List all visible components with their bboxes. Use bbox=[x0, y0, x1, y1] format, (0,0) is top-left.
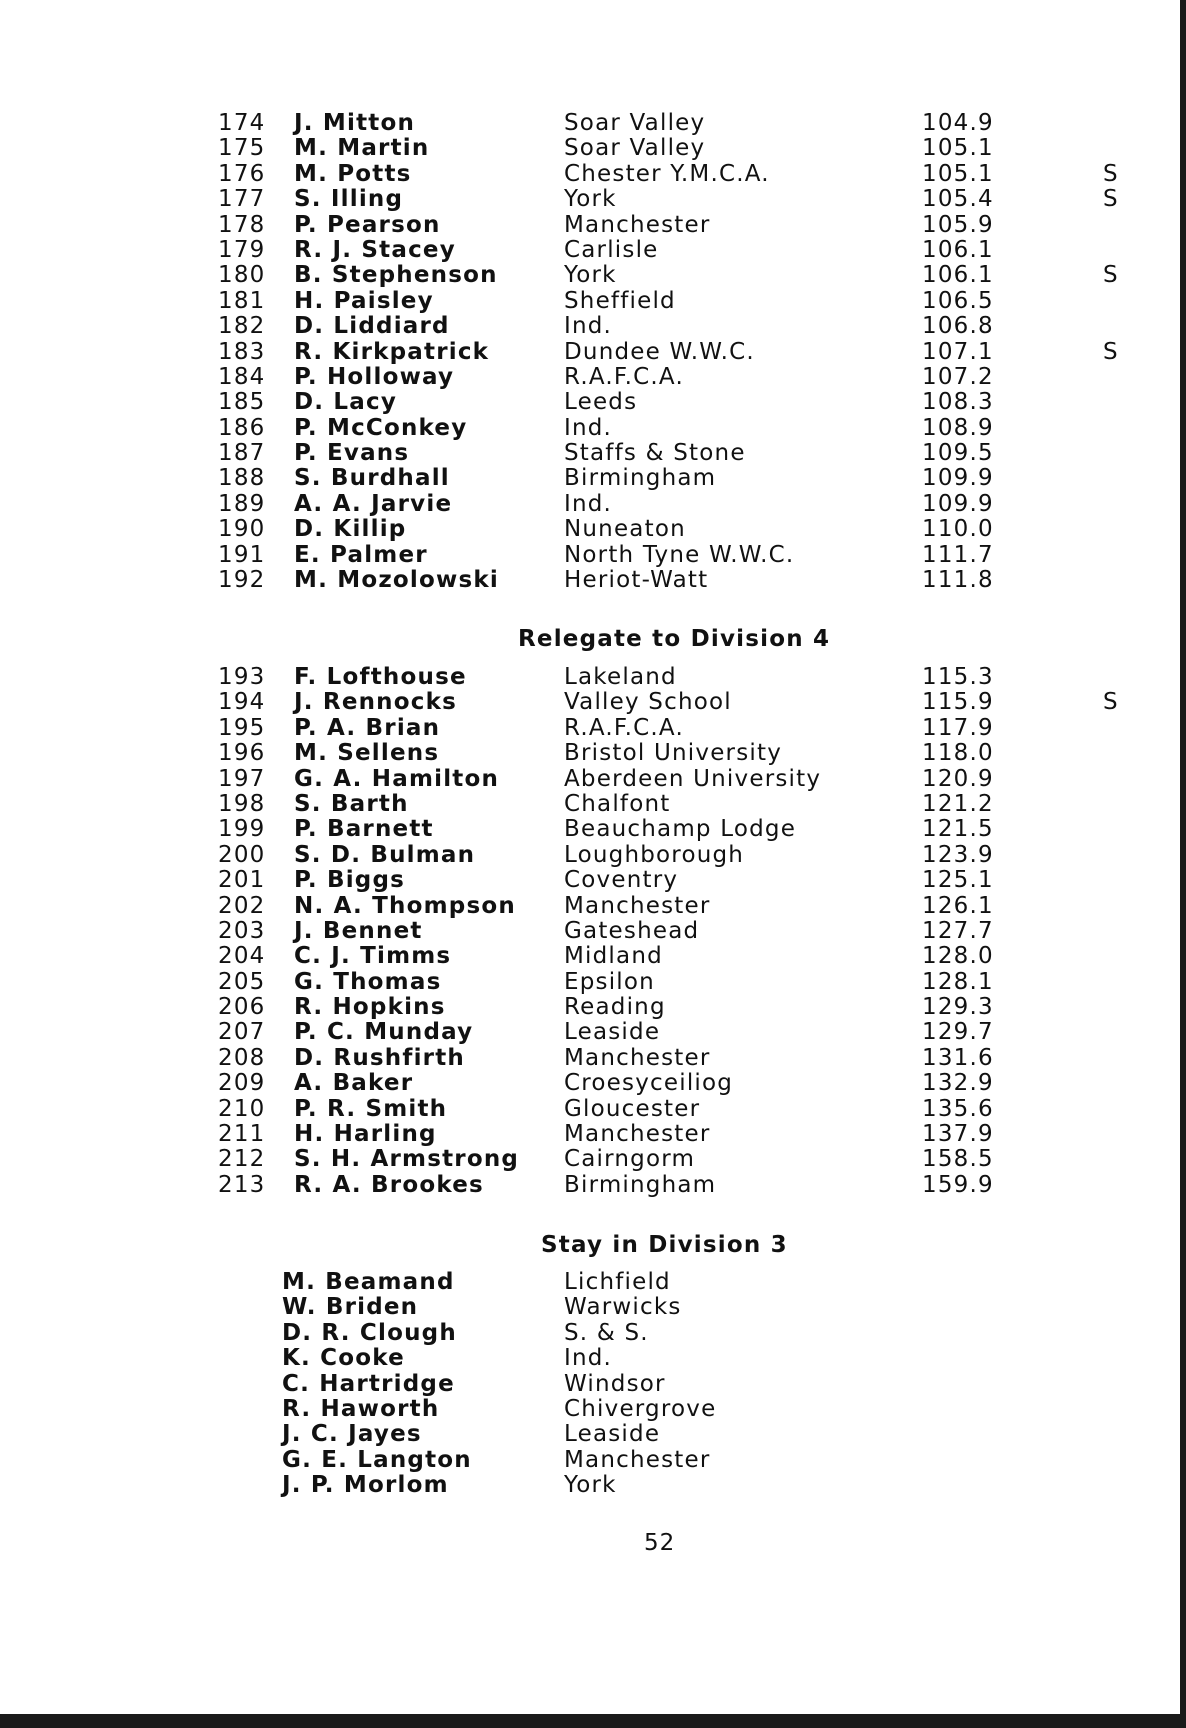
competitor-name: R. A. Brookes bbox=[294, 1171, 484, 1198]
club-name: Carlisle bbox=[564, 236, 659, 263]
time-value: 125.1 bbox=[922, 867, 994, 894]
position-cell: 189 bbox=[218, 490, 266, 517]
result-row bbox=[0, 289, 1186, 314]
time-value: 128.1 bbox=[922, 968, 994, 995]
time-value: 121.2 bbox=[922, 790, 994, 817]
competitor-name: P. Biggs bbox=[294, 867, 406, 894]
position-cell: 184 bbox=[218, 363, 266, 390]
competitor-name: R. Hopkins bbox=[294, 994, 446, 1021]
club-name: Sheffield bbox=[564, 287, 676, 314]
position-cell: 194 bbox=[218, 689, 266, 716]
position-cell: 183 bbox=[218, 338, 266, 365]
result-row bbox=[0, 919, 1186, 944]
time-value: 106.1 bbox=[922, 262, 994, 289]
competitor-name: W. Briden bbox=[282, 1294, 419, 1321]
competitor-name: S. D. Bulman bbox=[294, 841, 476, 868]
club-name: Nuneaton bbox=[564, 516, 686, 543]
competitor-name: J. Bennet bbox=[294, 917, 423, 944]
position-cell: 180 bbox=[218, 262, 266, 289]
club-name: Manchester bbox=[564, 211, 711, 238]
club-name: Windsor bbox=[564, 1370, 666, 1397]
competitor-name: J. Rennocks bbox=[294, 689, 457, 716]
competitor-name: P. Pearson bbox=[294, 211, 441, 238]
result-row bbox=[0, 944, 1186, 969]
competitor-name: M. Potts bbox=[294, 160, 412, 187]
competitor-name: N. A. Thompson bbox=[294, 892, 516, 919]
competitor-name: M. Mozolowski bbox=[294, 567, 499, 594]
competitor-name: P. A. Brian bbox=[294, 714, 441, 741]
result-row bbox=[0, 238, 1186, 263]
relegated-table bbox=[0, 665, 1186, 1198]
position-cell: 187 bbox=[218, 440, 266, 467]
competitor-name: J. C. Jayes bbox=[282, 1421, 422, 1448]
competitor-name: P. McConkey bbox=[294, 414, 468, 441]
club-name: York bbox=[564, 186, 617, 213]
stay-row bbox=[0, 1295, 1186, 1320]
club-name: Soar Valley bbox=[564, 135, 706, 162]
competitor-name: D. Liddiard bbox=[294, 313, 450, 340]
result-row bbox=[0, 894, 1186, 919]
club-name: Manchester bbox=[564, 1121, 711, 1148]
club-name: Chivergrove bbox=[564, 1395, 717, 1422]
stay-row bbox=[0, 1372, 1186, 1397]
club-name: Leaside bbox=[564, 1421, 661, 1448]
stay-row bbox=[0, 1270, 1186, 1295]
competitor-name: M. Beamand bbox=[282, 1269, 455, 1295]
result-row bbox=[0, 1071, 1186, 1096]
competitor-name: D. Killip bbox=[294, 516, 407, 543]
result-row bbox=[0, 843, 1186, 868]
result-row bbox=[0, 416, 1186, 441]
club-name: Manchester bbox=[564, 1446, 711, 1473]
position-cell: 207 bbox=[218, 1019, 266, 1046]
competitor-name: M. Sellens bbox=[294, 740, 440, 767]
time-value: 132.9 bbox=[922, 1070, 994, 1097]
time-value: 108.9 bbox=[922, 414, 994, 441]
result-row bbox=[0, 690, 1186, 715]
position-cell: 179 bbox=[218, 236, 266, 263]
club-name: Loughborough bbox=[564, 841, 745, 868]
position-cell: 202 bbox=[218, 892, 266, 919]
club-name: Beauchamp Lodge bbox=[564, 816, 797, 843]
time-value: 105.9 bbox=[922, 211, 994, 238]
competitor-name: P. R. Smith bbox=[294, 1095, 448, 1122]
time-value: 109.9 bbox=[922, 490, 994, 517]
time-value: 109.9 bbox=[922, 465, 994, 492]
result-row bbox=[0, 314, 1186, 339]
flag-mark: S bbox=[1103, 262, 1119, 289]
result-row bbox=[0, 517, 1186, 542]
time-value: 106.8 bbox=[922, 313, 994, 340]
club-name: Ind. bbox=[564, 313, 613, 340]
result-row bbox=[0, 792, 1186, 817]
club-name: Warwicks bbox=[564, 1294, 682, 1321]
time-value: 120.9 bbox=[922, 765, 994, 792]
club-name: Manchester bbox=[564, 892, 711, 919]
division3-results-table bbox=[0, 111, 1186, 593]
time-value: 129.7 bbox=[922, 1019, 994, 1046]
result-row bbox=[0, 543, 1186, 568]
time-value: 104.9 bbox=[922, 110, 994, 136]
position-cell: 193 bbox=[218, 664, 266, 690]
position-cell: 199 bbox=[218, 816, 266, 843]
time-value: 109.5 bbox=[922, 440, 994, 467]
club-name: Ind. bbox=[564, 414, 613, 441]
club-name: Ind. bbox=[564, 1345, 613, 1372]
position-cell: 198 bbox=[218, 790, 266, 817]
club-name: York bbox=[564, 1472, 617, 1499]
club-name: Birmingham bbox=[564, 1171, 717, 1198]
stay-list bbox=[0, 1270, 1186, 1499]
position-cell: 210 bbox=[218, 1095, 266, 1122]
competitor-name: G. A. Hamilton bbox=[294, 765, 500, 792]
result-row bbox=[0, 162, 1186, 187]
stay-row bbox=[0, 1448, 1186, 1473]
time-value: 115.3 bbox=[922, 664, 994, 690]
competitor-name: G. E. Langton bbox=[282, 1446, 472, 1473]
competitor-name: S. H. Armstrong bbox=[294, 1146, 520, 1173]
club-name: North Tyne W.W.C. bbox=[564, 541, 795, 568]
competitor-name: P. C. Munday bbox=[294, 1019, 474, 1046]
club-name: Chalfont bbox=[564, 790, 671, 817]
position-cell: 192 bbox=[218, 567, 266, 594]
competitor-name: B. Stephenson bbox=[294, 262, 498, 289]
club-name: Gloucester bbox=[564, 1095, 701, 1122]
position-cell: 203 bbox=[218, 917, 266, 944]
club-name: Reading bbox=[564, 994, 666, 1021]
competitor-name: J. Mitton bbox=[294, 110, 416, 136]
competitor-name: R. Haworth bbox=[282, 1395, 440, 1422]
result-row bbox=[0, 995, 1186, 1020]
competitor-name: J. P. Morlom bbox=[282, 1472, 449, 1499]
competitor-name: K. Cooke bbox=[282, 1345, 405, 1372]
position-cell: 204 bbox=[218, 943, 266, 970]
result-row bbox=[0, 868, 1186, 893]
result-row bbox=[0, 263, 1186, 288]
club-name: Valley School bbox=[564, 689, 732, 716]
result-row bbox=[0, 817, 1186, 842]
club-name: Croesyceiliog bbox=[564, 1070, 734, 1097]
stay-row bbox=[0, 1473, 1186, 1498]
position-cell: 208 bbox=[218, 1044, 266, 1071]
result-row bbox=[0, 365, 1186, 390]
stay-row bbox=[0, 1346, 1186, 1371]
scan-edge-right bbox=[1180, 0, 1186, 1728]
club-name: Gateshead bbox=[564, 917, 700, 944]
time-value: 107.1 bbox=[922, 338, 994, 365]
stay-row bbox=[0, 1321, 1186, 1346]
result-row bbox=[0, 187, 1186, 212]
competitor-name: D. Rushfirth bbox=[294, 1044, 465, 1071]
position-cell: 177 bbox=[218, 186, 266, 213]
time-value: 129.3 bbox=[922, 994, 994, 1021]
club-name: Leeds bbox=[564, 389, 638, 416]
competitor-name: D. Lacy bbox=[294, 389, 398, 416]
position-cell: 205 bbox=[218, 968, 266, 995]
time-value: 110.0 bbox=[922, 516, 994, 543]
club-name: R.A.F.C.A. bbox=[564, 714, 684, 741]
position-cell: 174 bbox=[218, 110, 266, 136]
club-name: R.A.F.C.A. bbox=[564, 363, 684, 390]
position-cell: 185 bbox=[218, 389, 266, 416]
flag-mark: S bbox=[1103, 186, 1119, 213]
club-name: Lakeland bbox=[564, 664, 677, 690]
result-row bbox=[0, 970, 1186, 995]
position-cell: 182 bbox=[218, 313, 266, 340]
club-name: Lichfield bbox=[564, 1269, 671, 1295]
competitor-name: E. Palmer bbox=[294, 541, 428, 568]
club-name: Heriot-Watt bbox=[564, 567, 709, 594]
time-value: 123.9 bbox=[922, 841, 994, 868]
position-cell: 188 bbox=[218, 465, 266, 492]
club-name: Cairngorm bbox=[564, 1146, 696, 1173]
flag-mark: S bbox=[1103, 689, 1119, 716]
competitor-name: H. Paisley bbox=[294, 287, 434, 314]
club-name: Aberdeen University bbox=[564, 765, 822, 792]
time-value: 111.8 bbox=[922, 567, 994, 594]
club-name: Leaside bbox=[564, 1019, 661, 1046]
result-row bbox=[0, 1122, 1186, 1147]
time-value: 115.9 bbox=[922, 689, 994, 716]
result-row bbox=[0, 1147, 1186, 1172]
position-cell: 195 bbox=[218, 714, 266, 741]
time-value: 108.3 bbox=[922, 389, 994, 416]
time-value: 158.5 bbox=[922, 1146, 994, 1173]
result-row bbox=[0, 767, 1186, 792]
position-cell: 191 bbox=[218, 541, 266, 568]
position-cell: 178 bbox=[218, 211, 266, 238]
club-name: York bbox=[564, 262, 617, 289]
competitor-name: H. Harling bbox=[294, 1121, 437, 1148]
stay-heading: Stay in Division 3 bbox=[541, 1232, 788, 1258]
time-value: 107.2 bbox=[922, 363, 994, 390]
time-value: 135.6 bbox=[922, 1095, 994, 1122]
position-cell: 206 bbox=[218, 994, 266, 1021]
result-row bbox=[0, 492, 1186, 517]
club-name: Staffs & Stone bbox=[564, 440, 746, 467]
stay-row bbox=[0, 1397, 1186, 1422]
club-name: Chester Y.M.C.A. bbox=[564, 160, 770, 187]
competitor-name: G. Thomas bbox=[294, 968, 442, 995]
position-cell: 197 bbox=[218, 765, 266, 792]
result-row bbox=[0, 1046, 1186, 1071]
club-name: Manchester bbox=[564, 1044, 711, 1071]
club-name: Epsilon bbox=[564, 968, 655, 995]
club-name: Midland bbox=[564, 943, 663, 970]
result-row bbox=[0, 111, 1186, 136]
club-name: Ind. bbox=[564, 490, 613, 517]
result-row bbox=[0, 1097, 1186, 1122]
position-cell: 212 bbox=[218, 1146, 266, 1173]
position-cell: 209 bbox=[218, 1070, 266, 1097]
time-value: 105.1 bbox=[922, 135, 994, 162]
result-row bbox=[0, 1020, 1186, 1045]
page-number: 52 bbox=[644, 1530, 676, 1556]
competitor-name: P. Holloway bbox=[294, 363, 455, 390]
result-row bbox=[0, 665, 1186, 690]
competitor-name: A. A. Jarvie bbox=[294, 490, 453, 517]
competitor-name: S. Barth bbox=[294, 790, 409, 817]
position-cell: 176 bbox=[218, 160, 266, 187]
position-cell: 190 bbox=[218, 516, 266, 543]
time-value: 118.0 bbox=[922, 740, 994, 767]
club-name: Birmingham bbox=[564, 465, 717, 492]
result-row bbox=[0, 716, 1186, 741]
position-cell: 201 bbox=[218, 867, 266, 894]
result-row bbox=[0, 466, 1186, 491]
club-name: Soar Valley bbox=[564, 110, 706, 136]
result-row bbox=[0, 568, 1186, 593]
result-row bbox=[0, 390, 1186, 415]
club-name: S. & S. bbox=[564, 1319, 649, 1346]
position-cell: 181 bbox=[218, 287, 266, 314]
stay-row bbox=[0, 1422, 1186, 1447]
position-cell: 200 bbox=[218, 841, 266, 868]
competitor-name: R. Kirkpatrick bbox=[294, 338, 490, 365]
competitor-name: M. Martin bbox=[294, 135, 430, 162]
result-row bbox=[0, 741, 1186, 766]
result-row bbox=[0, 1173, 1186, 1198]
time-value: 105.1 bbox=[922, 160, 994, 187]
time-value: 111.7 bbox=[922, 541, 994, 568]
time-value: 106.5 bbox=[922, 287, 994, 314]
position-cell: 175 bbox=[218, 135, 266, 162]
position-cell: 211 bbox=[218, 1121, 266, 1148]
competitor-name: C. Hartridge bbox=[282, 1370, 455, 1397]
competitor-name: P. Evans bbox=[294, 440, 410, 467]
time-value: 121.5 bbox=[922, 816, 994, 843]
club-name: Bristol University bbox=[564, 740, 783, 767]
result-row bbox=[0, 441, 1186, 466]
club-name: Coventry bbox=[564, 867, 679, 894]
position-cell: 196 bbox=[218, 740, 266, 767]
position-cell: 213 bbox=[218, 1171, 266, 1198]
competitor-name: S. Burdhall bbox=[294, 465, 450, 492]
position-cell: 186 bbox=[218, 414, 266, 441]
competitor-name: F. Lofthouse bbox=[294, 664, 467, 690]
time-value: 126.1 bbox=[922, 892, 994, 919]
scan-edge-bottom bbox=[0, 1714, 1186, 1728]
result-row bbox=[0, 213, 1186, 238]
result-row bbox=[0, 340, 1186, 365]
time-value: 106.1 bbox=[922, 236, 994, 263]
time-value: 131.6 bbox=[922, 1044, 994, 1071]
competitor-name: A. Baker bbox=[294, 1070, 414, 1097]
competitor-name: P. Barnett bbox=[294, 816, 434, 843]
club-name: Dundee W.W.C. bbox=[564, 338, 755, 365]
time-value: 105.4 bbox=[922, 186, 994, 213]
time-value: 128.0 bbox=[922, 943, 994, 970]
flag-mark: S bbox=[1103, 338, 1119, 365]
result-row bbox=[0, 136, 1186, 161]
flag-mark: S bbox=[1103, 160, 1119, 187]
competitor-name: S. Illing bbox=[294, 186, 404, 213]
time-value: 117.9 bbox=[922, 714, 994, 741]
time-value: 127.7 bbox=[922, 917, 994, 944]
time-value: 137.9 bbox=[922, 1121, 994, 1148]
time-value: 159.9 bbox=[922, 1171, 994, 1198]
competitor-name: C. J. Timms bbox=[294, 943, 452, 970]
competitor-name: D. R. Clough bbox=[282, 1319, 457, 1346]
relegate-heading: Relegate to Division 4 bbox=[518, 626, 831, 652]
competitor-name: R. J. Stacey bbox=[294, 236, 456, 263]
